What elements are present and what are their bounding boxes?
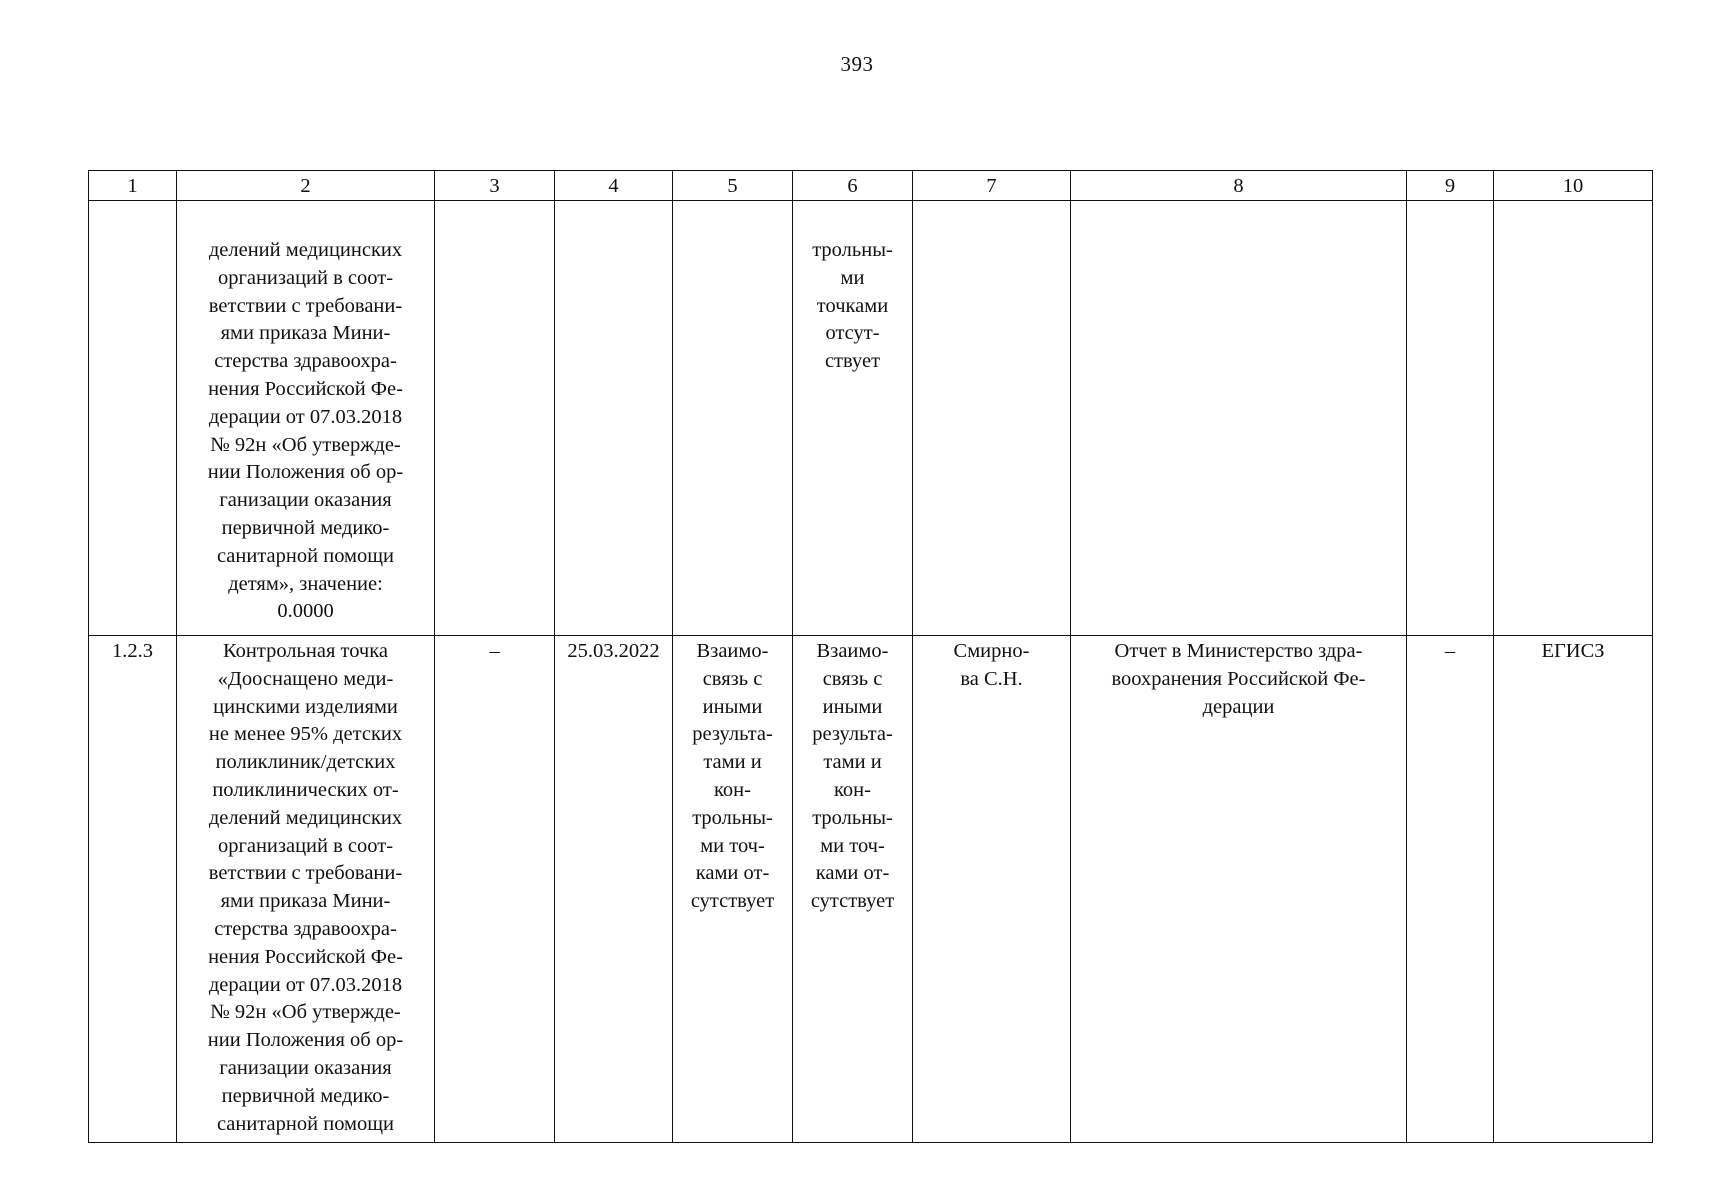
column-header-3: 3 [435,171,555,201]
cell-col5-text: Взаимо- связь с иными результа- тами и кон- трольны- ми точ- ками от- сутствует [690,640,775,913]
cell-document [1071,201,1407,636]
cell-system-text: ЕГИСЗ [1541,640,1605,662]
cell-col3 [435,201,555,636]
column-header-9: 9 [1407,171,1494,201]
cell-col3-text: – [489,640,500,662]
cell-number [89,201,177,636]
cell-col6 [793,201,913,636]
column-header-10: 10 [1494,171,1653,201]
cell-col6-text: Взаимо- связь с иными результа- тами и кон- трольны- ми точ- ками от- сутствует [810,640,895,913]
cell-date [555,201,673,636]
cell-document-text: Отчет в Министерство здра- воохранения Российской Фе- дерации [1111,640,1366,718]
column-header-7: 7 [913,171,1071,201]
column-header-8: 8 [1071,171,1407,201]
cell-description [177,201,435,636]
cell-responsible [913,201,1071,636]
cell-number-text: 1.2.3 [112,640,153,662]
column-header-4: 4 [555,171,673,201]
plan-table [88,170,1653,1143]
table-row-1-2-3 [89,636,1653,1143]
column-header-1: 1 [89,171,177,201]
page-number: 393 [840,52,874,76]
cell-description-text: Контрольная точка «Дооснащено меди- цинскими изделиями не менее 95% детских поликлиник/детских поликлинических от- делений медицинских организаций в соот- ветствии с требовани- ями приказа Мини- стерства здравоохра- нения Российской Фе- дерации от 07.03.2018 № 92н «Об утвержде- нии Положения об ор- ганизации оказания первичной медико- санитарной помощи [207,640,404,1135]
table-row-continuation [89,201,1653,636]
column-header-6: 6 [793,171,913,201]
cell-col5 [673,201,793,636]
cell-system [1494,636,1653,1143]
cell-date [555,636,673,1143]
cell-document [1071,636,1407,1143]
cell-col9-text: – [1444,640,1456,662]
cell-col9 [1407,636,1494,1143]
cell-responsible [913,636,1071,1143]
cell-col6 [793,636,913,1143]
cell-col9 [1407,201,1494,636]
cell-col6-text: трольны- ми точками отсут- ствует [812,239,893,373]
cell-date-text: 25.03.2022 [567,640,660,662]
cell-col5 [673,636,793,1143]
cell-description-text: делений медицинских организаций в соот- ветствии с требовани- ями приказа Мини- стерства здравоохра- нения Российской Фе- дерации от 07.03.2018 № 92н «Об утвержде- нии Положения об ор- ганизации оказания первичной медико- санитарной помощи детям», значение: 0.0000 [207,239,404,623]
cell-system [1494,201,1653,636]
column-header-5: 5 [673,171,793,201]
header-row [89,171,1653,201]
cell-col3 [435,636,555,1143]
cell-description [177,636,435,1143]
column-header-2: 2 [177,171,435,201]
cell-responsible-text: Смирно- ва С.Н. [953,640,1030,690]
cell-number [89,636,177,1143]
